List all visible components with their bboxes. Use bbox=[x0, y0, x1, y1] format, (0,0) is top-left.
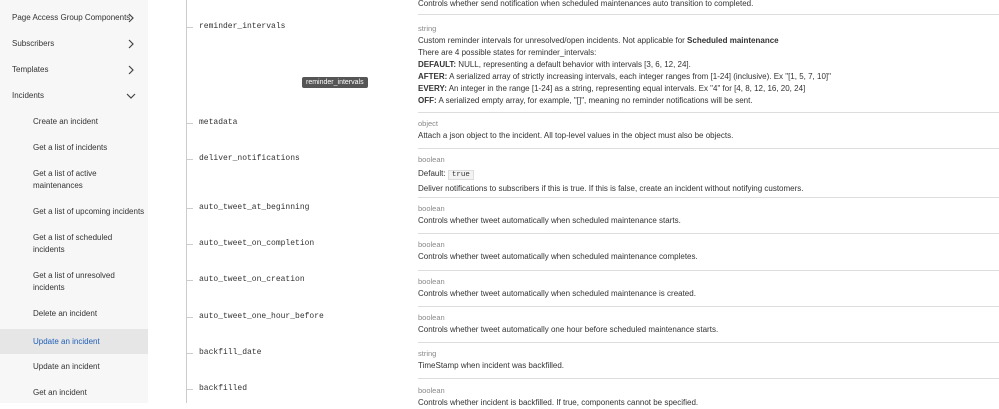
sidebar-subitem-list-incidents[interactable] bbox=[0, 142, 148, 156]
desc-label: OFF: bbox=[418, 96, 437, 105]
desc-bold: Scheduled maintenance bbox=[687, 36, 779, 45]
desc-text: NULL, representing a default behavior with intervals [3, 6, 12, 24]. bbox=[456, 60, 691, 69]
tree-tick bbox=[186, 159, 193, 160]
tree-tick bbox=[186, 208, 193, 209]
default-value: true bbox=[448, 170, 474, 180]
param-type: string bbox=[418, 349, 437, 358]
desc-text: Controls whether tweet automatically when scheduled maintenance is created. bbox=[418, 289, 696, 298]
divider bbox=[418, 306, 999, 307]
param-name-auto-tweet-on-creation: auto_tweet_on_creation bbox=[199, 275, 305, 284]
chevron-right-icon bbox=[126, 13, 136, 23]
sidebar-item-subscribers[interactable] bbox=[0, 38, 148, 52]
sidebar-subitem-label: Get a list of upcoming incidents bbox=[33, 207, 145, 216]
sidebar-item-label: Subscribers bbox=[12, 39, 55, 48]
tree-tick bbox=[186, 244, 193, 245]
desc-text: Controls whether incident is backfilled. If true, components cannot be specified. bbox=[418, 398, 699, 407]
sidebar-subitem-update-incident[interactable] bbox=[0, 361, 148, 375]
param-name-backfill-date: backfill_date bbox=[199, 348, 262, 357]
divider bbox=[418, 14, 999, 15]
divider bbox=[418, 148, 999, 149]
sidebar-subitem-label: Get an incident bbox=[33, 388, 87, 397]
sidebar-subitem-delete-incident[interactable] bbox=[0, 308, 148, 322]
sidebar-subitem-label: Get a list of unresolved incidents bbox=[33, 271, 115, 292]
param-auto-tweet-on-completion-desc bbox=[418, 239, 999, 263]
sidebar-subitem-label: Get a list of scheduled incidents bbox=[33, 233, 113, 254]
divider bbox=[418, 112, 999, 113]
param-type: boolean bbox=[418, 240, 445, 249]
sidebar-subitem-label: Update an incident bbox=[33, 337, 100, 346]
default-label: Default: bbox=[418, 169, 446, 178]
sidebar-item-templates[interactable] bbox=[0, 64, 148, 78]
param-name-auto-tweet-one-hour-before: auto_tweet_one_hour_before bbox=[199, 312, 324, 321]
param-tree-line bbox=[186, 0, 187, 403]
sidebar-subitem-list-scheduled-incidents[interactable] bbox=[0, 232, 148, 258]
param-description: Controls whether send notification when scheduled maintenances auto transition to completed. bbox=[418, 0, 754, 8]
param-name-metadata: metadata bbox=[199, 118, 238, 127]
divider bbox=[418, 197, 999, 198]
sidebar-item-label: Templates bbox=[12, 65, 49, 74]
sidebar-subitem-list-active-maintenances[interactable] bbox=[0, 168, 148, 194]
sidebar-subitem-label: Get a list of incidents bbox=[33, 143, 108, 152]
desc-label: AFTER: bbox=[418, 72, 448, 81]
sidebar-item-label: Incidents bbox=[12, 91, 45, 100]
sidebar-subitem-get-incident[interactable] bbox=[0, 387, 148, 401]
param-name-auto-tweet-on-completion: auto_tweet_on_completion bbox=[199, 239, 315, 248]
sidebar-item-label: Page Access Group Components bbox=[12, 13, 131, 22]
desc-text: Controls whether tweet automatically one hour before scheduled maintenance starts. bbox=[418, 325, 719, 334]
tree-tick bbox=[186, 317, 193, 318]
sidebar-subitem-list-upcoming-incidents[interactable] bbox=[0, 206, 148, 220]
desc-text: There are 4 possible states for reminder_intervals: bbox=[418, 48, 597, 57]
param-type: object bbox=[418, 119, 439, 128]
divider bbox=[418, 233, 999, 234]
sidebar-subitem-label: Update an incident bbox=[33, 362, 100, 371]
param-type: boolean bbox=[418, 277, 445, 286]
sidebar-subitem-label: Delete an incident bbox=[33, 309, 98, 318]
divider bbox=[418, 342, 999, 343]
desc-text: TimeStamp when incident was backfilled. bbox=[418, 361, 564, 370]
param-name-reminder-intervals: reminder_intervals bbox=[199, 22, 286, 31]
desc-label: DEFAULT: bbox=[418, 60, 457, 69]
param-reminder-intervals-desc bbox=[418, 23, 999, 107]
desc-text: Deliver notifications to subscribers if this is true. If this is false, create an incident without notifying customers. bbox=[418, 184, 804, 193]
desc-text: An integer in the range [1-24] as a string, representing equal intervals. Ex "4" for [4, 8, 12, 16, 20, 24] bbox=[446, 84, 806, 93]
sidebar-subitem-create-incident[interactable] bbox=[0, 116, 148, 130]
desc-text: Controls whether tweet automatically when scheduled maintenance starts. bbox=[418, 216, 681, 225]
param-backfill-date-desc bbox=[418, 348, 999, 372]
desc-text: Controls whether tweet automatically when scheduled maintenance completes. bbox=[418, 252, 698, 261]
chevron-right-icon bbox=[126, 39, 136, 49]
param-auto-tweet-on-creation-desc bbox=[418, 276, 999, 300]
param-metadata-desc bbox=[418, 118, 999, 142]
sidebar-subitem-update-incident-active[interactable] bbox=[0, 329, 148, 354]
sidebar bbox=[0, 0, 148, 403]
param-type: boolean bbox=[418, 313, 445, 322]
desc-text: Custom reminder intervals for unresolved/open incidents. Not applicable for bbox=[418, 36, 688, 45]
divider bbox=[418, 270, 999, 271]
tree-tick bbox=[186, 280, 193, 281]
param-deliver-notifications-desc bbox=[418, 154, 999, 195]
param-type: boolean bbox=[418, 155, 445, 164]
param-backfilled-desc bbox=[418, 385, 999, 409]
param-type: boolean bbox=[418, 204, 445, 213]
sidebar-item-page-access-group-components[interactable] bbox=[0, 12, 148, 26]
param-auto-tweet-one-hour-before-desc bbox=[418, 312, 999, 336]
tree-tick bbox=[186, 389, 193, 390]
param-auto-tweet-at-beginning-desc bbox=[418, 203, 999, 227]
chevron-right-icon bbox=[126, 65, 136, 75]
tooltip: reminder_intervals bbox=[302, 77, 368, 88]
sidebar-subitem-label: Get a list of active maintenances bbox=[33, 169, 97, 190]
chevron-down-icon bbox=[126, 91, 136, 101]
tree-tick bbox=[186, 353, 193, 354]
tree-tick bbox=[186, 123, 193, 124]
tree-tick bbox=[186, 27, 193, 28]
param-type: boolean bbox=[418, 386, 445, 395]
param-name-backfilled: backfilled bbox=[199, 384, 248, 393]
sidebar-subitem-label: Create an incident bbox=[33, 117, 98, 126]
param-name-deliver-notifications: deliver_notifications bbox=[199, 154, 300, 163]
desc-text: Attach a json object to the incident. All top-level values in the object must also be objects. bbox=[418, 131, 734, 140]
param-name-auto-tweet-at-beginning: auto_tweet_at_beginning bbox=[199, 203, 310, 212]
desc-text: A serialized empty array, for example, "[]", meaning no reminder notifications will be sent. bbox=[436, 96, 753, 105]
param-type: string bbox=[418, 24, 437, 33]
sidebar-subitem-list-unresolved-incidents[interactable] bbox=[0, 270, 148, 296]
desc-label: EVERY: bbox=[418, 84, 447, 93]
desc-text: A serialized array of strictly increasing intervals, each integer ranges from [1-24] (inclusive). Ex "[1, 5, 7, 10]" bbox=[447, 72, 831, 81]
divider bbox=[418, 378, 999, 379]
sidebar-item-incidents[interactable] bbox=[0, 90, 148, 104]
